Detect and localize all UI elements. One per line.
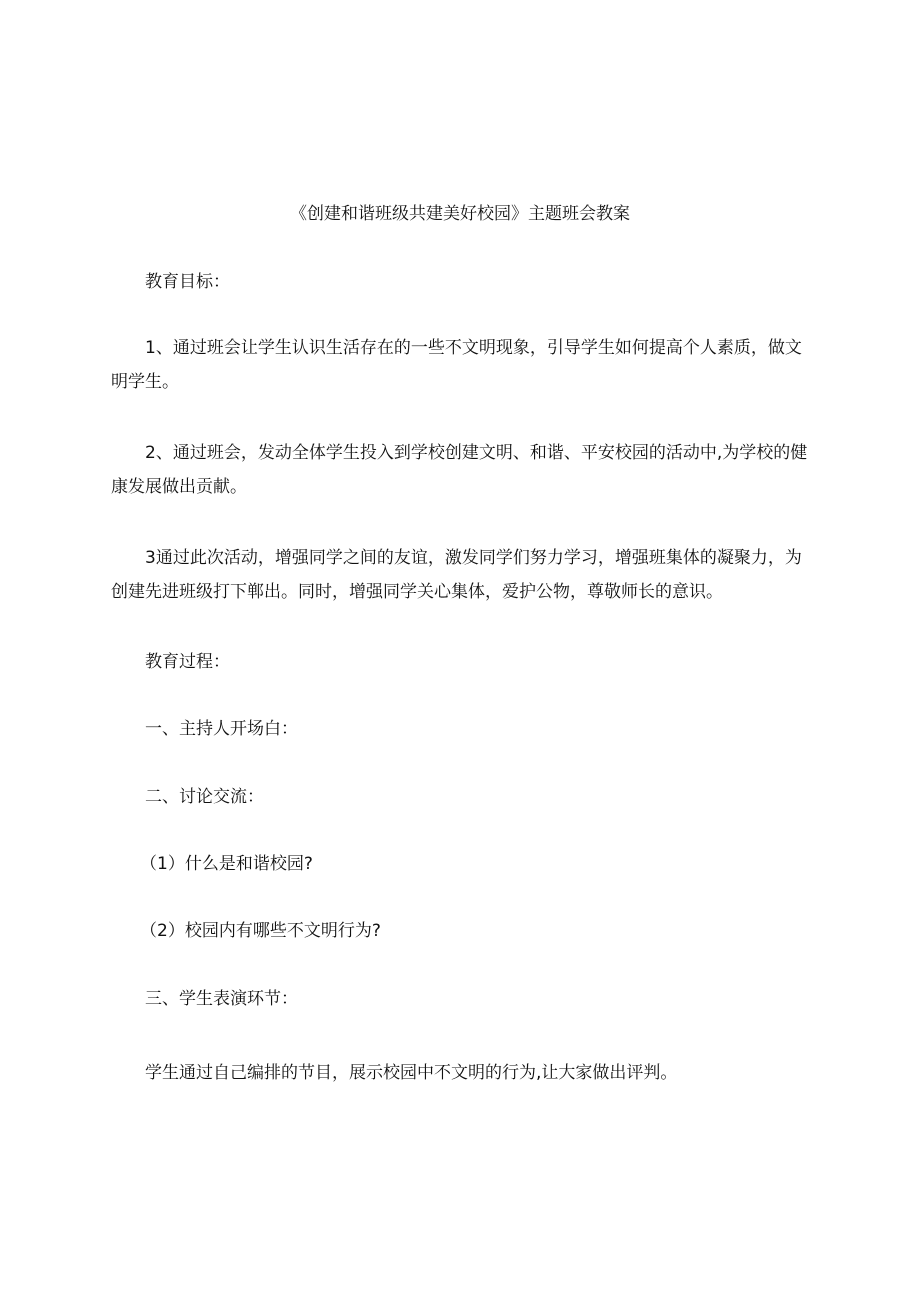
goal-3-paragraph: 3通过此次活动，增强同学之间的友谊，激发同学们努力学习，增强班集体的凝聚力，为创建先进班级打下郸出。同时，增强同学关心集体，爱护公物，尊敬师长的意识。	[111, 548, 802, 602]
process-heading: 教育过程：	[145, 652, 230, 672]
step-2-heading: 二、讨论交流：	[145, 787, 264, 807]
document-title: 《创建和谐班级共建美好校园》主题班会教案	[290, 204, 630, 224]
question-1: （1）什么是和谐校园?	[140, 854, 313, 874]
step-3-heading: 三、学生表演环节：	[145, 989, 298, 1009]
goal-1-paragraph: 1、通过班会让学生认识生活存在的一些不文明现象，引导学生如何提高个人素质，做文明学生。	[111, 338, 802, 392]
goals-heading: 教育目标：	[145, 272, 230, 292]
question-2: （2）校园内有哪些不文明行为?	[140, 921, 381, 941]
step-3-text: 学生通过自己编排的节目，展示校园中不文明的行为,让大家做出评判。	[145, 1063, 678, 1083]
step-1-heading: 一、主持人开场白：	[145, 719, 298, 739]
goal-2-paragraph: 2、通过班会，发动全体学生投入到学校创建文明、和谐、平安校园的活动中,为学校的健康发展做出贡献。	[111, 443, 808, 497]
